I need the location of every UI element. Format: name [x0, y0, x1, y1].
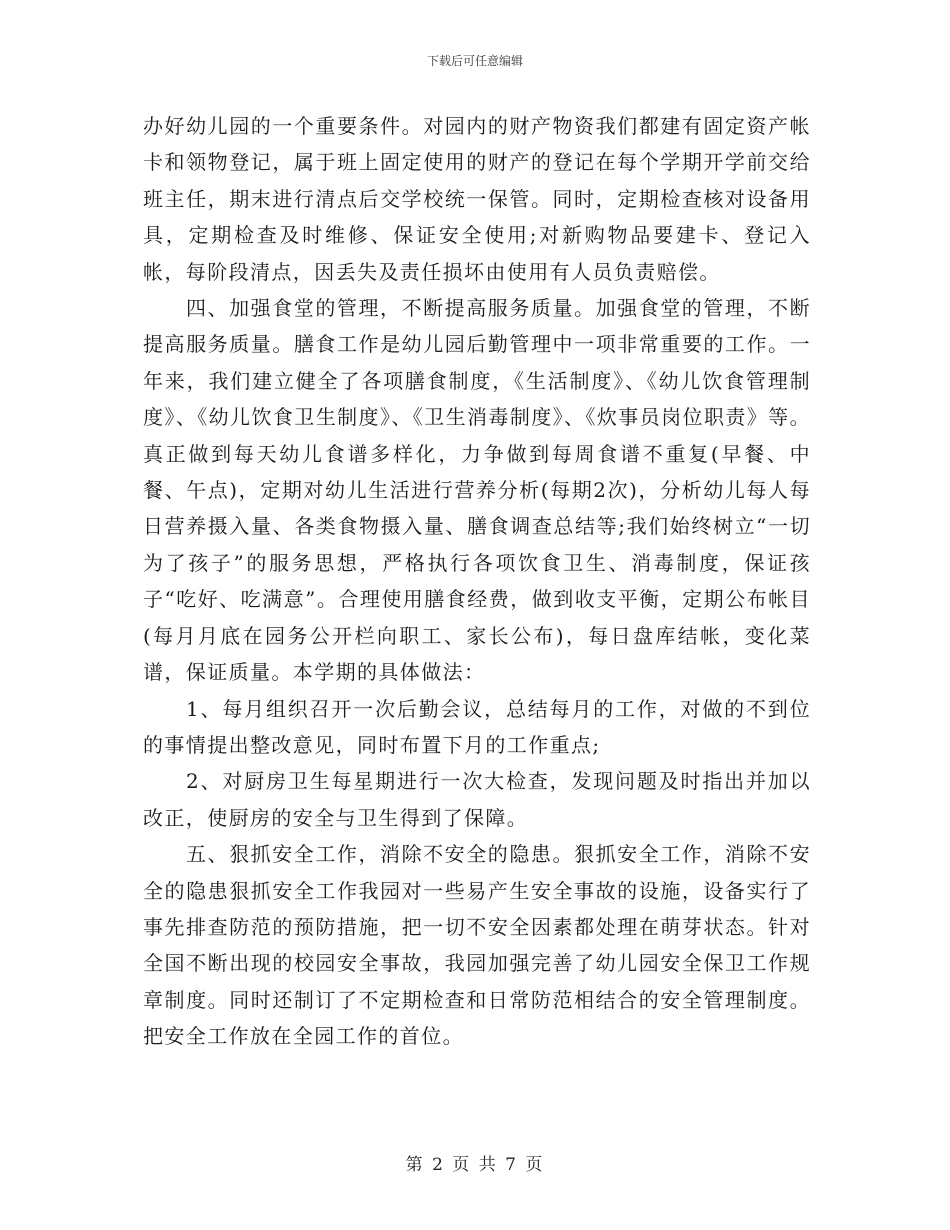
paragraph-property-management: 办好幼儿园的一个重要条件。对园内的财产物资我们都建有固定资产帐卡和领物登记，属于班上固定使用的财产的登记在每个学期开学前交给班主任，期末进行清点后交学校统一保管。同时，定期检查核对设备用具，定期检查及时维修、保证安全使用;对新购物品要建卡、登记入帐，每阶段清点，因丢失及责任损坏由使用有人员负责赔偿。 — [143, 114, 811, 284]
paragraph-item-1: 1、每月组织召开一次后勤会议，总结每月的工作，对做的不到位的事情提出整改意见，同时布置下月的工作重点; — [143, 696, 811, 757]
paragraph-item-2: 2、对厨房卫生每星期进行一次大检查，发现问题及时指出并加以改正，使厨房的安全与卫生得到了保障。 — [143, 769, 811, 830]
page-header: 下载后可任意编辑 — [426, 54, 523, 68]
page-footer: 第 2 页 共 7 页 — [405, 1155, 545, 1175]
document-body — [143, 108, 811, 1055]
paragraph-canteen-management: 四、加强食堂的管理，不断提高服务质量。加强食堂的管理，不断提高服务质量。膳食工作是幼儿园后勤管理中一项非常重要的工作。一年来，我们建立健全了各项膳食制度，《生活制度》、《幼儿饮食管理制度》、《幼儿饮食卫生制度》、《卫生消毒制度》、《炊事员岗位职责》等。真正做到每天幼儿食谱多样化，力争做到每周食谱不重复(早餐、中餐、午点)，定期对幼儿生活进行营养分析(每期2次)，分析幼儿每人每日营养摄入量、各类食物摄入量、膳食调查总结等;我们始终树立“一切为了孩子”的服务思想，严格执行各项饮食卫生、消毒制度，保证孩子“吃好、吃满意”。合理使用膳食经费，做到收支平衡，定期公布帐目(每月月底在园务公开栏向职工、家长公布)，每日盘库结帐，变化菜谱，保证质量。本学期的具体做法： — [143, 296, 811, 685]
paragraph-safety-work: 五、狠抓安全工作，消除不安全的隐患。狠抓安全工作，消除不安全的隐患狠抓安全工作我园对一些易产生安全事故的设施，设备实行了事先排查防范的预防措施，把一切不安全因素都处理在萌芽状态。针对全国不断出现的校园安全事故，我园加强完善了幼儿园安全保卫工作规章制度。同时还制订了不定期检查和日常防范相结合的安全管理制度。把安全工作放在全园工作的首位。 — [143, 842, 811, 1049]
